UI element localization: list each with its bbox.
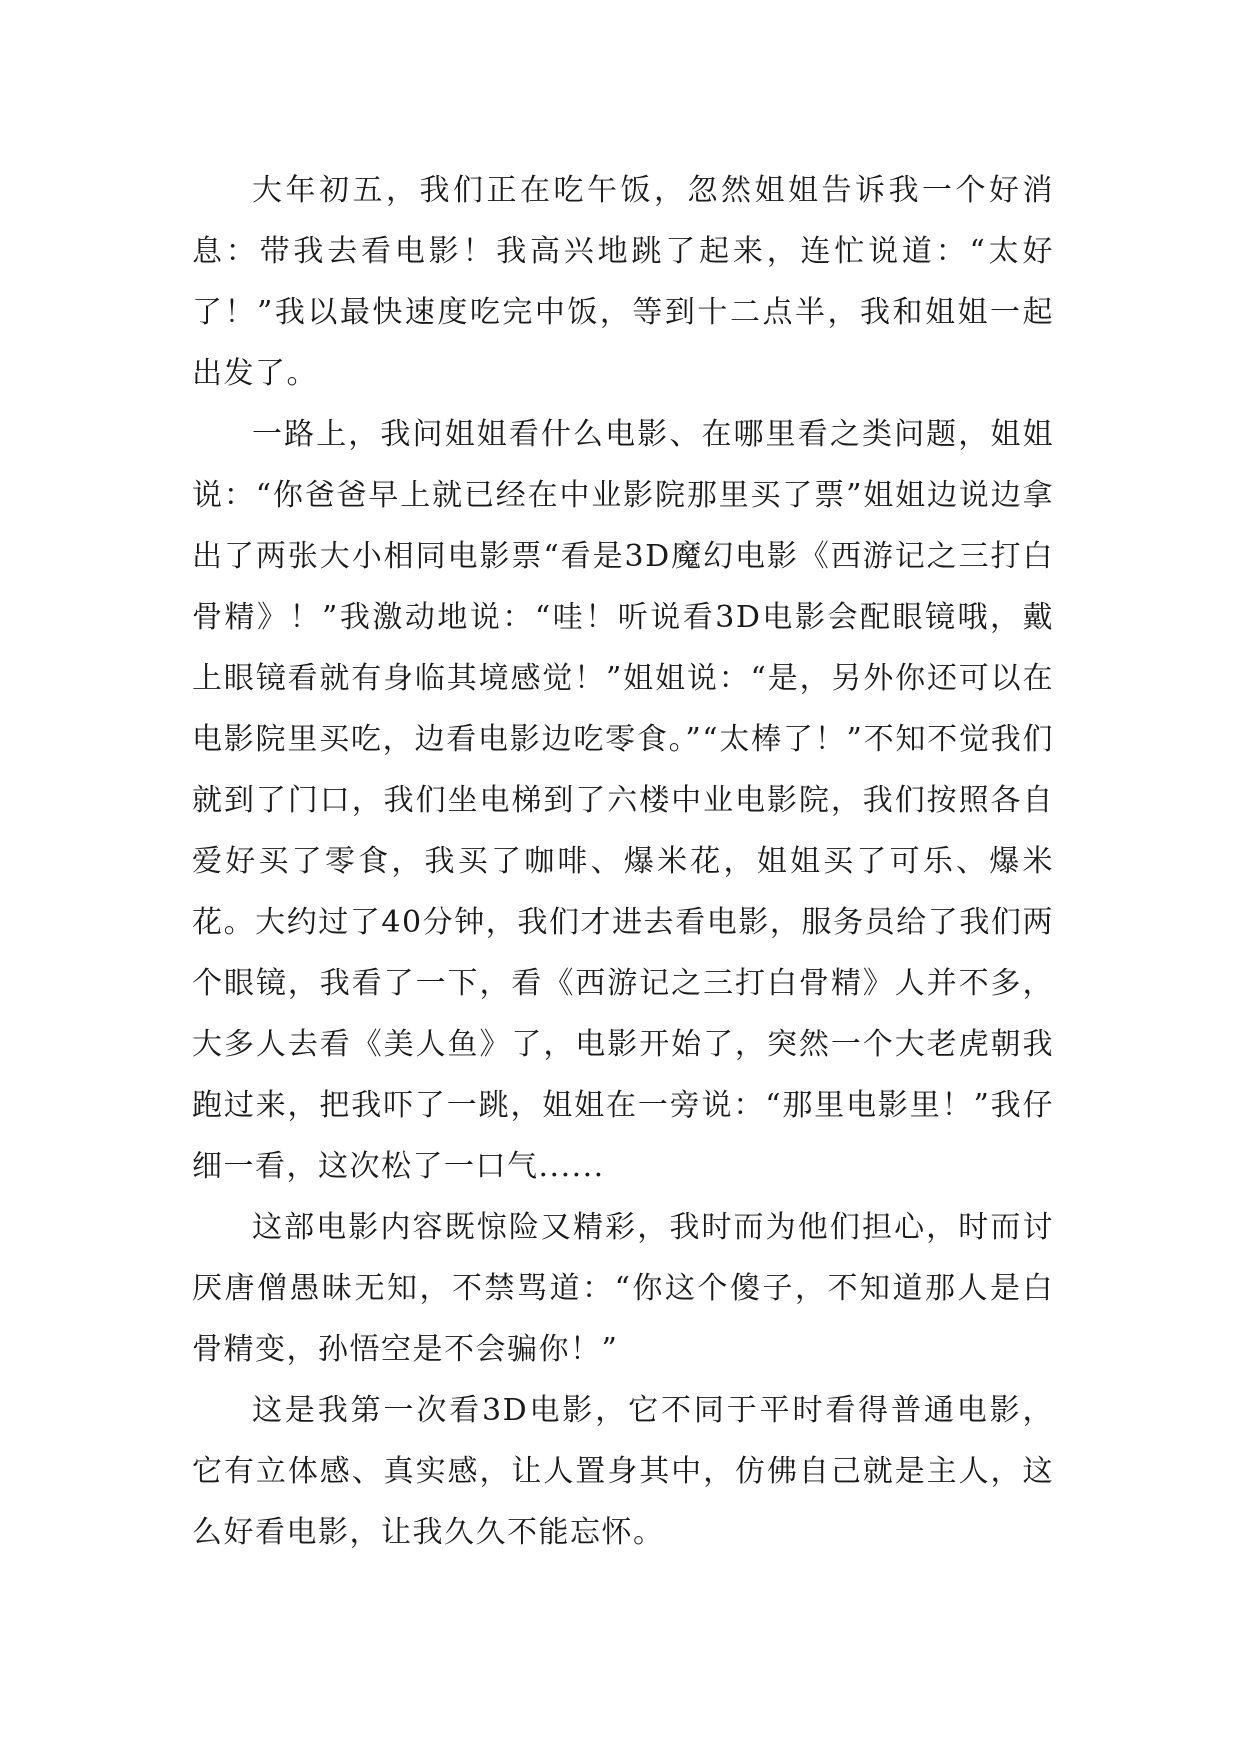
document-body <box>192 160 1054 1563</box>
paragraph-4: 这是我第一次看3D电影，它不同于平时看得普通电影，它有立体感、真实感，让人置身其中，仿佛自己就是主人，这么好看电影，让我久久不能忘怀。 <box>192 1393 1054 1550</box>
paragraph-2: 一路上，我问姐姐看什么电影、在哪里看之类问题，姐姐说：“你爸爸早上就已经在中业影院那里买了票”姐姐边说边拿出了两张大小相同电影票“看是3D魔幻电影《西游记之三打白骨精》！”我激动地说：“哇！听说看3D电影会配眼镜哦，戴上眼镜看就有身临其境感觉！”姐姐说：“是，另外你还可以在电影院里买吃，边看电影边吃零食。”“太棒了！”不知不觉我们就到了门口，我们坐电梯到了六楼中业电影院，我们按照各自爱好买了零食，我买了咖啡、爆米花，姐姐买了可乐、爆米花。大约过了40分钟，我们才进去看电影，服务员给了我们两个眼镜，我看了一下，看《西游记之三打白骨精》人并不多，大多人去看《美人鱼》了，电影开始了，突然一个大老虎朝我跑过来，把我吓了一跳，姐姐在一旁说：“那里电影里！”我仔细一看，这次松了一口气...... <box>192 417 1054 1184</box>
paragraph-3: 这部电影内容既惊险又精彩，我时而为他们担心，时而讨厌唐僧愚昧无知，不禁骂道：“你这个傻子，不知道那人是白骨精变，孙悟空是不会骗你！” <box>192 1210 1054 1367</box>
paragraph-1: 大年初五，我们正在吃午饭，忽然姐姐告诉我一个好消息：带我去看电影！我高兴地跳了起来，连忙说道：“太好了！”我以最快速度吃完中饭，等到十二点半，我和姐姐一起出发了。 <box>192 173 1054 391</box>
